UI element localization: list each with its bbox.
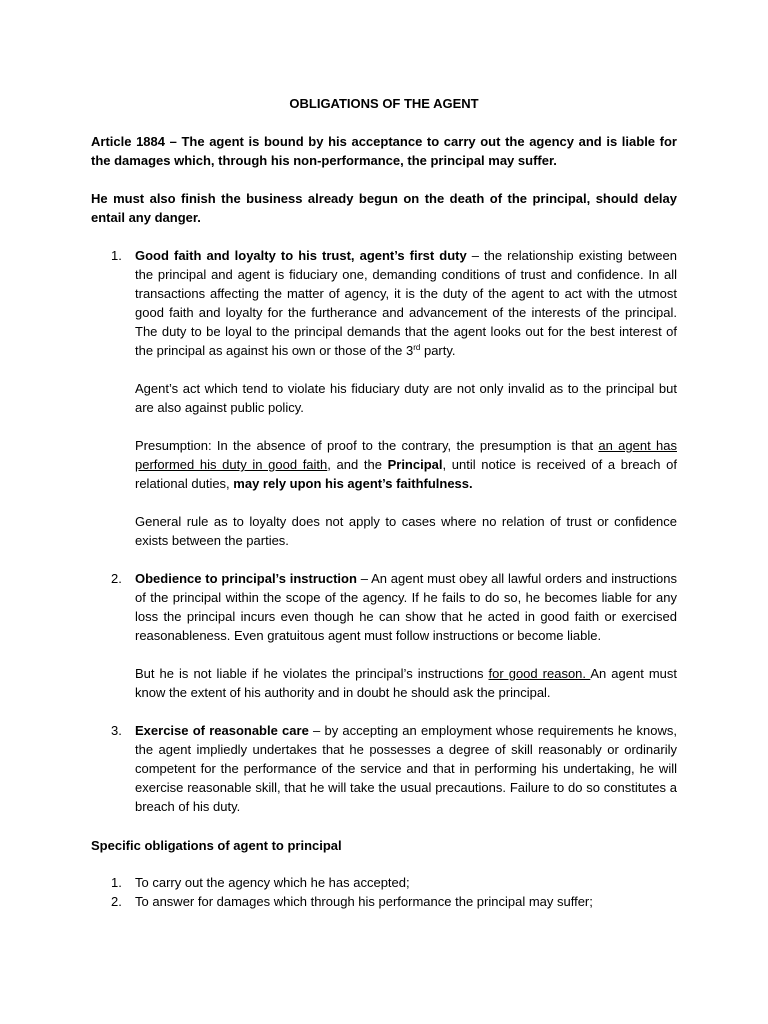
text-span: , and the [327,457,388,472]
list-item-text: To carry out the agency which he has accepted; [135,875,410,890]
item-paragraph: Agent’s act which tend to violate his fiduciary duty are not only invalid as to the principal but are also against public policy. [135,381,677,415]
text-span: , until notice is received of a breach of relational duties, [135,457,678,491]
bold-text: Principal [387,457,443,472]
page-title: OBLIGATIONS OF THE AGENT [289,96,479,111]
list-item [91,892,677,911]
section-heading: Specific obligations of agent to principal [91,838,342,853]
specific-obligations-list [91,873,677,911]
article-1884: Article 1884 – The agent is bound by his acceptance to carry out the agency and is liable for the damages which, through his non-performance, the principal may suffer. [91,134,677,168]
text-span: But he is not liable if he violates the principal’s instructions [135,666,489,681]
item-text: – the relationship existing between the principal and agent is fiduciary one, demanding conditions of trust and confidence. In all transactions affecting the matter of agency, it is the duty of the agent to act with the utmost good faith and loyalty for the furtherance and advancement of the interests of the principal. The duty to be loyal to the principal demands that the agent looks out for the best interest of the principal as against his own or those of the 3 [135,248,677,358]
list-item-number: 2. [111,571,122,586]
list-item-number: 3. [111,723,122,738]
list-item-number: 2. [111,894,122,909]
obligations-list [91,246,677,816]
list-item [91,721,677,816]
item-paragraph [135,721,677,816]
item-heading: Exercise of reasonable care [135,723,309,738]
document-body [91,94,677,911]
item-heading: Good faith and loyalty to his trust, agent’s first duty [135,248,467,263]
item-text: party. [420,343,456,358]
item-text: – by accepting an employment whose requirements he knows, the agent impliedly undertakes that he possesses a degree of skill reasonably or ordinarily competent for the performance of the service and that in performing his undertaking, he will exercise reasonable skill, that he will take the usual precautions. Failure to do so constitutes a breach of his duty. [135,723,677,814]
text-span: Presumption: In the absence of proof to the contrary, the presumption is that [135,438,599,453]
underlined-text: for good reason. [488,666,591,681]
list-item-number: 1. [111,875,122,890]
item-paragraph [135,664,677,702]
item-text: – An agent must obey all lawful orders and instructions of the principal within the scope of the agency. If he fails to do so, he becomes liable for any loss the principal incurs even though he can show that he acted in good faith or exercised reasonableness. Even gratuitous agent must follow instructions or become liable. [135,571,677,643]
superscript: rd [413,343,421,352]
bold-text: may rely upon his agent’s faithfulness. [233,476,473,491]
item-paragraph [135,569,677,645]
article-continuation: He must also finish the business already begun on the death of the principal, should delay entail any danger. [91,191,677,225]
item-paragraph: General rule as to loyalty does not apply to cases where no relation of trust or confidence exists between the parties. [135,514,677,548]
list-item [91,873,677,892]
text-span: An agent must know the extent of his authority and in doubt he should ask the principal. [135,666,678,700]
list-item [91,246,677,550]
list-item-number: 1. [111,248,122,263]
list-item-text: To answer for damages which through his performance the principal may suffer; [135,894,593,909]
item-heading: Obedience to principal’s instruction [135,571,357,586]
list-item [91,569,677,702]
presumption-paragraph [135,436,677,493]
underlined-text: an agent has performed his duty in good faith [135,438,677,472]
item-paragraph [135,246,677,360]
